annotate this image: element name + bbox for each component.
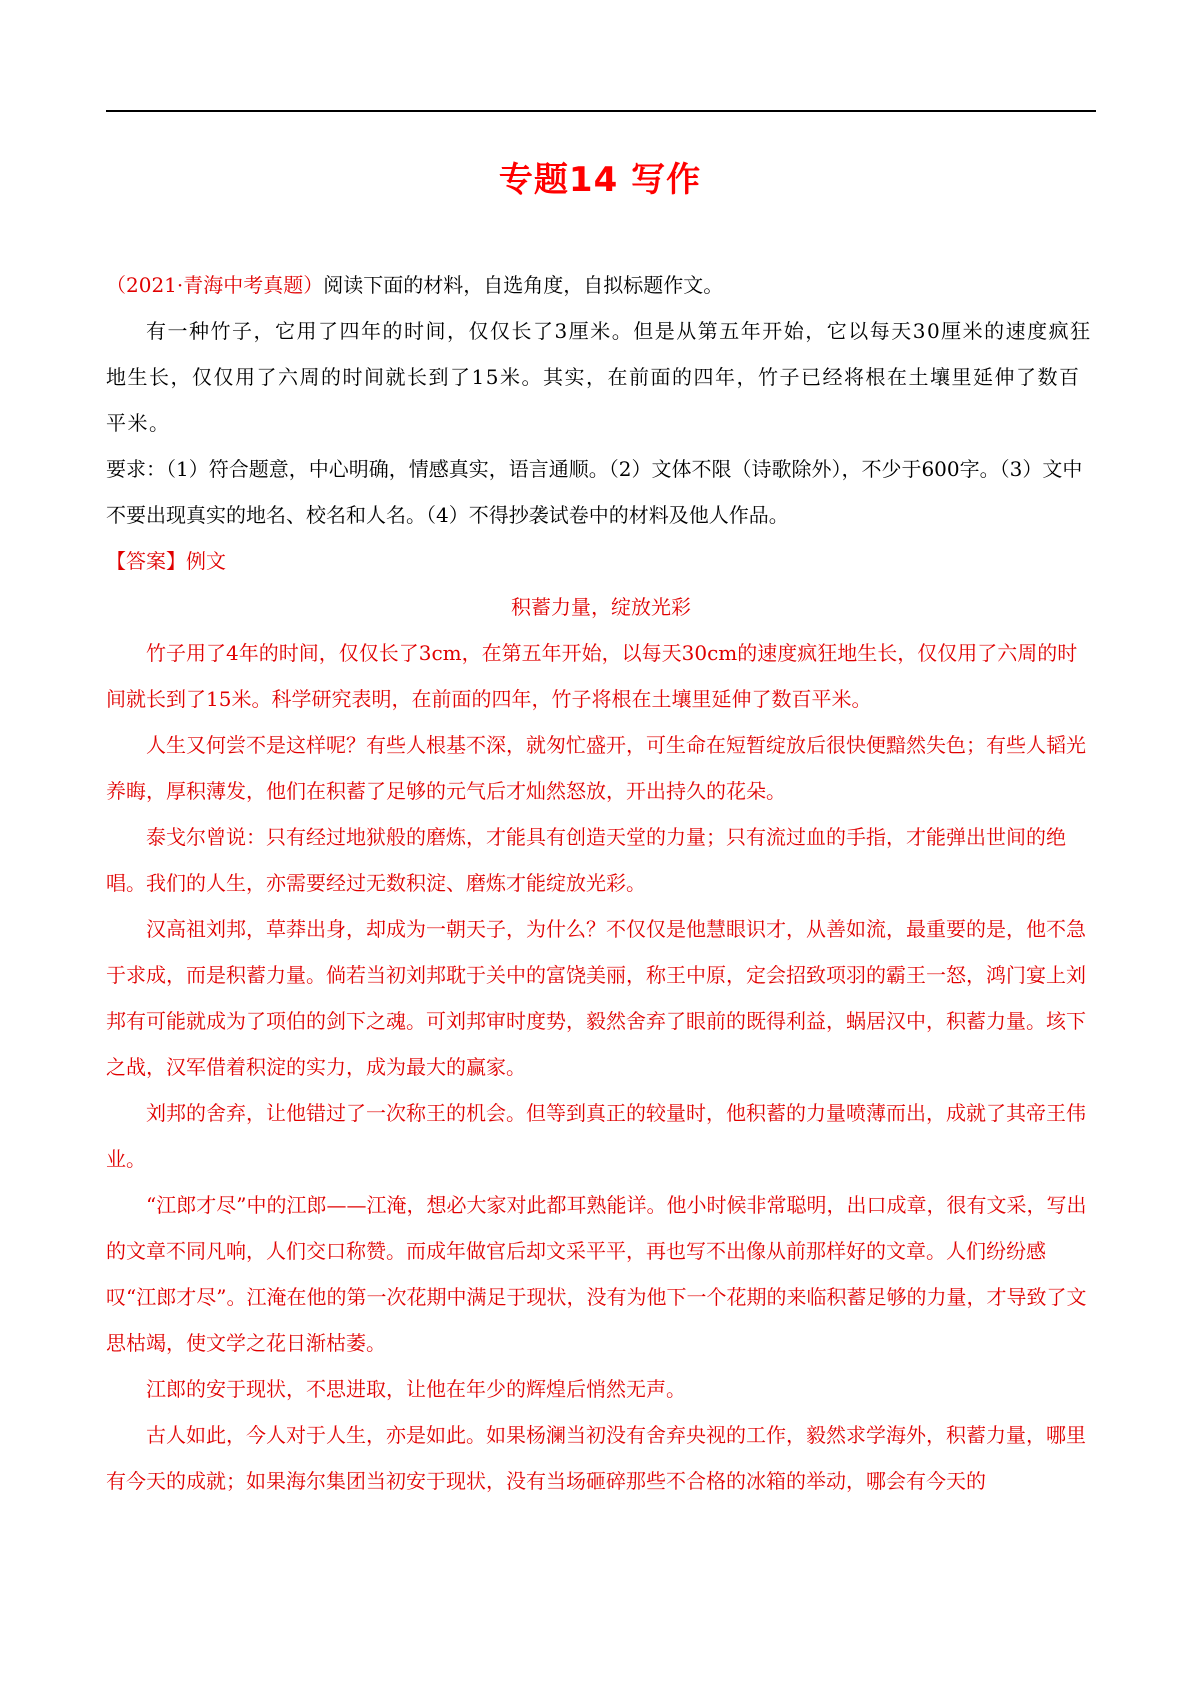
essay-title: 积蓄力量，绽放光彩 <box>511 595 691 619</box>
essay-paragraph: 竹子用了4年的时间，仅仅长了3cm，在第五年开始，以每天30cm的速度疯狂地生长，仅仅用了六周的时间就长到了15米。科学研究表明，在前面的四年，竹子将根在土壤里延伸了数百平米。 <box>106 641 1078 711</box>
question-source: （2021·青海中考真题） <box>106 273 324 297</box>
essay-paragraph: 汉高祖刘邦，草莽出身，却成为一朝天子，为什么？不仅仅是他慧眼识才，从善如流，最重要的是，他不急于求成，而是积蓄力量。倘若当初刘邦耽于关中的富饶美丽，称王中原，定会招致项羽的霸王一怒，鸿门宴上刘邦有可能就成为了项伯的剑下之魂。可刘邦审时度势，毅然舍弃了眼前的既得利益，蜗居汉中，积蓄力量。垓下之战，汉军借着积淀的实力，成为最大的赢家。 <box>106 917 1086 1079</box>
question-requirements: 要求：（1）符合题意，中心明确，情感真实，语言通顺。（2）文体不限（诗歌除外），不少于600字。（3）文中不要出现真实的地名、校名和人名。（4）不得抄袭试卷中的材料及他人作品。 <box>106 457 1083 527</box>
essay-paragraph: 刘邦的舍弃，让他错过了一次称王的机会。但等到真正的较量时，他积蓄的力量喷薄而出，成就了其帝王伟业。 <box>106 1101 1086 1171</box>
answer-heading <box>106 538 1096 584</box>
page-title: 专题14 写作 <box>498 160 702 200</box>
essay-paragraph: 泰戈尔曾说：只有经过地狱般的磨炼，才能具有创造天堂的力量；只有流过血的手指，才能弹出世间的绝唱。我们的人生，亦需要经过无数积淀、磨炼才能绽放光彩。 <box>106 825 1066 895</box>
essay-paragraph: 江郎的安于现状，不思进取，让他在年少的辉煌后悄然无声。 <box>146 1377 686 1401</box>
essay-paragraph: 人生又何尝不是这样呢？有些人根基不深，就匆忙盛开，可生命在短暂绽放后很快便黯然失色；有些人韬光养晦，厚积薄发，他们在积蓄了足够的元气后才灿然怒放，开出持久的花朵。 <box>106 733 1086 803</box>
answer-label: 【答案】 <box>106 549 186 573</box>
essay-paragraph: “江郎才尽”中的江郎——江淹，想必大家对此都耳熟能详。他小时候非常聪明，出口成章，很有文采，写出的文章不同凡响，人们交口称赞。而成年做官后却文采平平，再也写不出像从前那样好的文章。人们纷纷感叹“江郎才尽”。江淹在他的第一次花期中满足于现状，没有为他下一个花期的来临积蓄足够的力量，才导致了文思枯竭，使文学之花日渐枯萎。 <box>106 1193 1087 1355</box>
header-rule <box>106 110 1096 112</box>
question-instruction: 阅读下面的材料，自选角度，自拟标题作文。 <box>323 273 724 297</box>
question-line <box>106 262 1096 308</box>
question-material: 有一种竹子，它用了四年的时间，仅仅长了3厘米。但是从第五年开始，它以每天30厘米的速度疯狂地生长，仅仅用了六周的时间就长到了15米。其实，在前面的四年，竹子已经将根在土壤里延伸了数百平米。 <box>106 319 1092 435</box>
document-body <box>106 262 1096 1504</box>
essay-paragraph: 古人如此，今人对于人生，亦是如此。如果杨澜当初没有舍弃央视的工作，毅然求学海外，积蓄力量，哪里有今天的成就；如果海尔集团当初安于现状，没有当场砸碎那些不合格的冰箱的举动，哪会有今天的 <box>106 1423 1086 1493</box>
answer-label-suffix: 例文 <box>186 549 226 573</box>
